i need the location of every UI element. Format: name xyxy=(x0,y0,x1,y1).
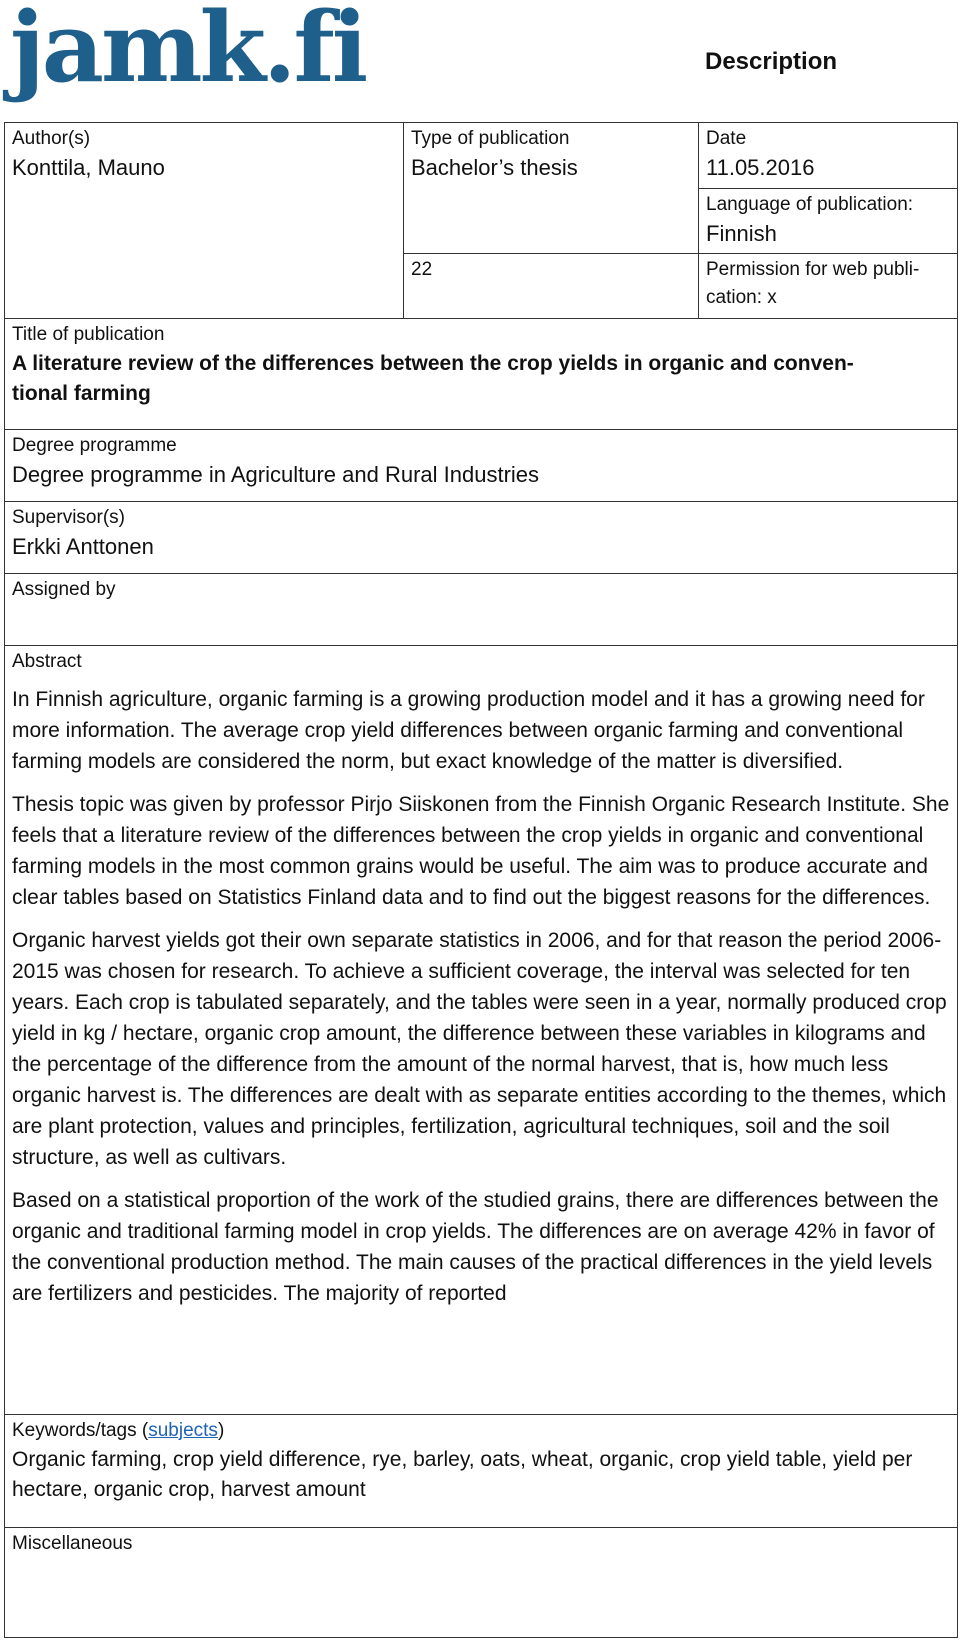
language-cell xyxy=(699,189,957,254)
misc-label: Miscellaneous xyxy=(12,1533,133,1554)
keywords-value: Organic farming, crop yield difference, rye, barley, oats, wheat, organic, crop yield table, yield per hectare, organic crop, harvest amount xyxy=(12,1448,913,1501)
publication-type-cell xyxy=(404,123,699,254)
title-label: Title of publication xyxy=(12,324,165,345)
jamk-logo: jamk.fi xyxy=(10,0,366,104)
date-label: Date xyxy=(706,128,747,149)
title-cell xyxy=(5,319,957,430)
date-value: 11.05.2016 xyxy=(706,155,815,180)
publication-type-label: Type of publication xyxy=(411,128,570,149)
abstract-paragraph-1: In Finnish agriculture, organic farming is a growing production model and it has a growing need for more information. The average crop yield differences between organic farming and conventional farming models are considered the norm, but exact knowledge of the matter is diversified. xyxy=(12,688,925,773)
publication-type-value: Bachelor’s thesis xyxy=(411,155,578,180)
pages-cell xyxy=(404,254,699,319)
author-cell xyxy=(5,123,404,319)
supervisor-value: Erkki Anttonen xyxy=(12,534,154,559)
language-label: Language of publication: xyxy=(706,194,914,215)
keywords-label-prefix: Keywords/tags ( xyxy=(12,1420,149,1441)
permission-cell xyxy=(699,254,957,319)
language-value: Finnish xyxy=(706,221,777,246)
degree-value: Degree programme in Agriculture and Rural Industries xyxy=(12,462,540,487)
keywords-label-suffix: ) xyxy=(217,1420,225,1441)
permission-value: cation: x xyxy=(706,287,777,308)
keywords-label xyxy=(12,1417,950,1445)
author-value: Konttila, Mauno xyxy=(12,155,165,180)
assigned-cell xyxy=(5,574,957,646)
keywords-cell xyxy=(5,1415,957,1528)
permission-label: Permission for web publi- xyxy=(706,259,920,280)
abstract-cell xyxy=(5,646,957,1415)
subjects-link[interactable]: subjects xyxy=(148,1420,218,1441)
title-line-1: A literature review of the differences between the crop yields in organic and conven- xyxy=(12,352,854,375)
date-cell xyxy=(699,123,957,189)
degree-cell xyxy=(5,430,957,502)
description-form xyxy=(4,122,958,1638)
abstract-paragraph-4: Based on a statistical proportion of the work of the studied grains, there are differences between the organic and traditional farming model in crop yields. The differences are on average 42% in favor of the conventional production method. The main causes of the practical differences in the yield levels are fertilizers and pesticides. The majority of reported xyxy=(12,1189,939,1305)
supervisor-label: Supervisor(s) xyxy=(12,507,125,528)
author-label: Author(s) xyxy=(12,128,91,149)
misc-cell xyxy=(5,1528,957,1637)
abstract-label: Abstract xyxy=(12,651,82,672)
abstract-paragraph-2: Thesis topic was given by professor Pirjo Siiskonen from the Finnish Organic Research Institute. She feels that a literature review of the differences between the crop yields in organic and conventional farming models in the most common grains would be useful. The aim was to produce accurate and clear tables based on Statistics Finland data and to find out the biggest reasons for the differences. xyxy=(12,793,950,909)
document-type-heading: Description xyxy=(705,48,838,75)
assigned-label: Assigned by xyxy=(12,579,116,600)
pages-value: 22 xyxy=(411,259,433,280)
degree-label: Degree programme xyxy=(12,435,177,456)
supervisor-cell xyxy=(5,502,957,574)
title-line-2: tional farming xyxy=(12,382,151,405)
abstract-paragraph-3: Organic harvest yields got their own separate statistics in 2006, and for that reason the period 2006-2015 was chosen for research. To achieve a sufficient coverage, the interval was selected for ten years. Each crop is tabulated separately, and the tables were seen in a year, normally produced crop yield in kg / hectare, organic crop amount, the difference between these variables in kilograms and the percentage of the difference from the amount of the normal harvest, that is, how much less organic harvest is. The differences are dealt with as separate entities according to the themes, which are plant protection, values and principles, fertilization, agricultural techniques, soil and the soil structure, as well as cultivars. xyxy=(12,929,947,1169)
